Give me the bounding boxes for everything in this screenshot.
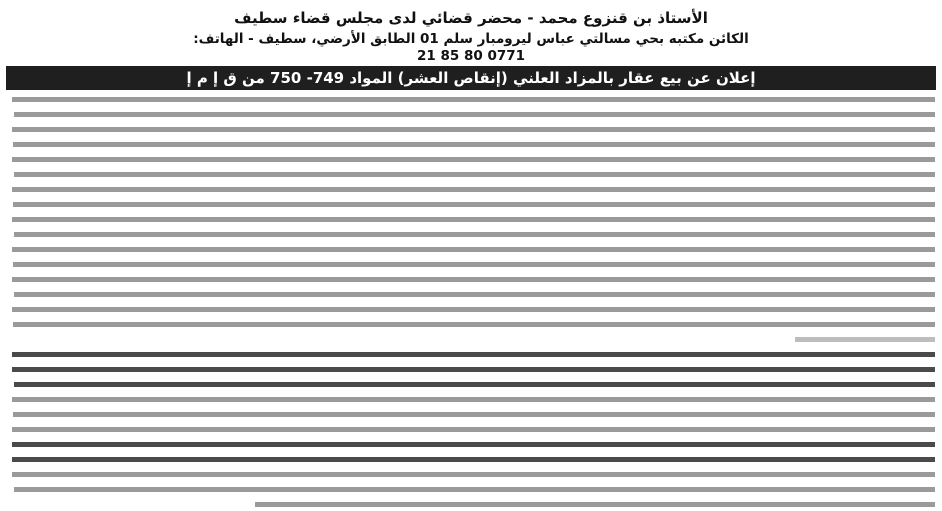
author-line: الأستاذ بن قنزوع محمد - محضر قضائي لدى مجلس قضاء سطيف (234, 9, 708, 27)
phone-number: 0771 80 85 21 (416, 48, 526, 64)
announcement-title: إعلان عن بيع عقار بالمزاد العلني (إنقاص العشر) المواد 749- 750 من ق إ م إ (6, 66, 936, 90)
office-address: الكائن مكتبه بحي مسالتي عباس ليرومبار سلم 01 الطابق الأرضي، سطيف - الهاتف: (193, 31, 749, 47)
